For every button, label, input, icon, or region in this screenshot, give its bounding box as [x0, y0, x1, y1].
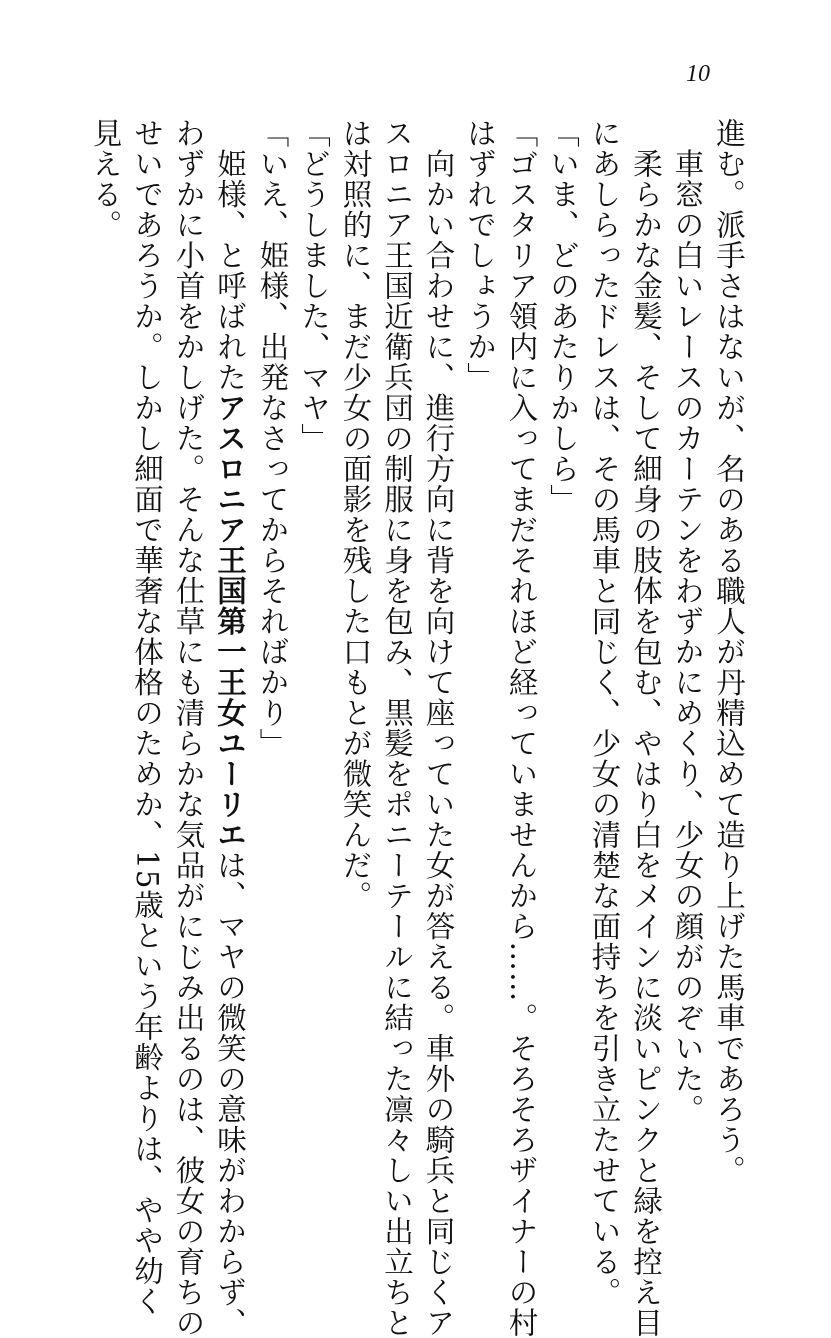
text-line: はずれでしょうか」	[463, 118, 497, 393]
text-line: スロニア王国近衛兵団の制服に身を包み、黒髪をポニーテールに結った凛々しい出立ちと	[380, 118, 414, 1338]
text-line: 見える。	[88, 118, 123, 240]
princess-name: アスロニア王国第一王女ユーリエ	[213, 392, 248, 850]
text-line: 柔らかな金髪、そして細身の肢体を包む、やはり白をメインに淡いピンクと緑を控え目	[629, 118, 663, 1338]
text-segment: 姫様、と呼ばれた	[213, 118, 247, 393]
text-line: 「いま、どのあたりかしら」	[546, 118, 580, 515]
text-line: 「いえ、姫様、出発なさってからそればかり」	[255, 118, 290, 759]
text-line: は対照的に、まだ少女の面影を残した口もとが微笑んだ。	[338, 118, 373, 911]
text-line: わずかに小首をかしげた。そんな仕草にも清らかな気品がにじみ出るのは、彼女の育ちの	[171, 118, 206, 1338]
text-line	[209, 118, 252, 1338]
body-text	[88, 118, 749, 1338]
page-number: 10	[686, 61, 710, 87]
text-segment: は、マヤの微笑の意味がわからず、	[213, 850, 247, 1338]
text-line: 「どうしました、マヤ」	[297, 118, 331, 454]
text-line: にあしらったドレスは、その馬車と同じく、少女の清楚な面持ちを引き立たせている。	[587, 118, 622, 1308]
text-line: せいであろうか。しかし細面で華奢な体格のためか、15歳という年齢よりは、やや幼く	[130, 118, 164, 1317]
text-line: 進む。派手さはないが、名のある職人が丹精込めて造り上げた馬車であろう。	[712, 118, 746, 1186]
text-line: 「ゴスタリア領内に入ってまだそれほど経っていませんから……。そろそろザイナーの村	[504, 118, 539, 1338]
text-line: 向かい合わせに、進行方向に背を向けて座っていた女が答える。車外の騎兵と同じくア	[421, 118, 456, 1338]
text-line: 車窓の白いレースのカーテンをわずかにめくり、少女の顔がのぞいた。	[670, 118, 705, 1125]
